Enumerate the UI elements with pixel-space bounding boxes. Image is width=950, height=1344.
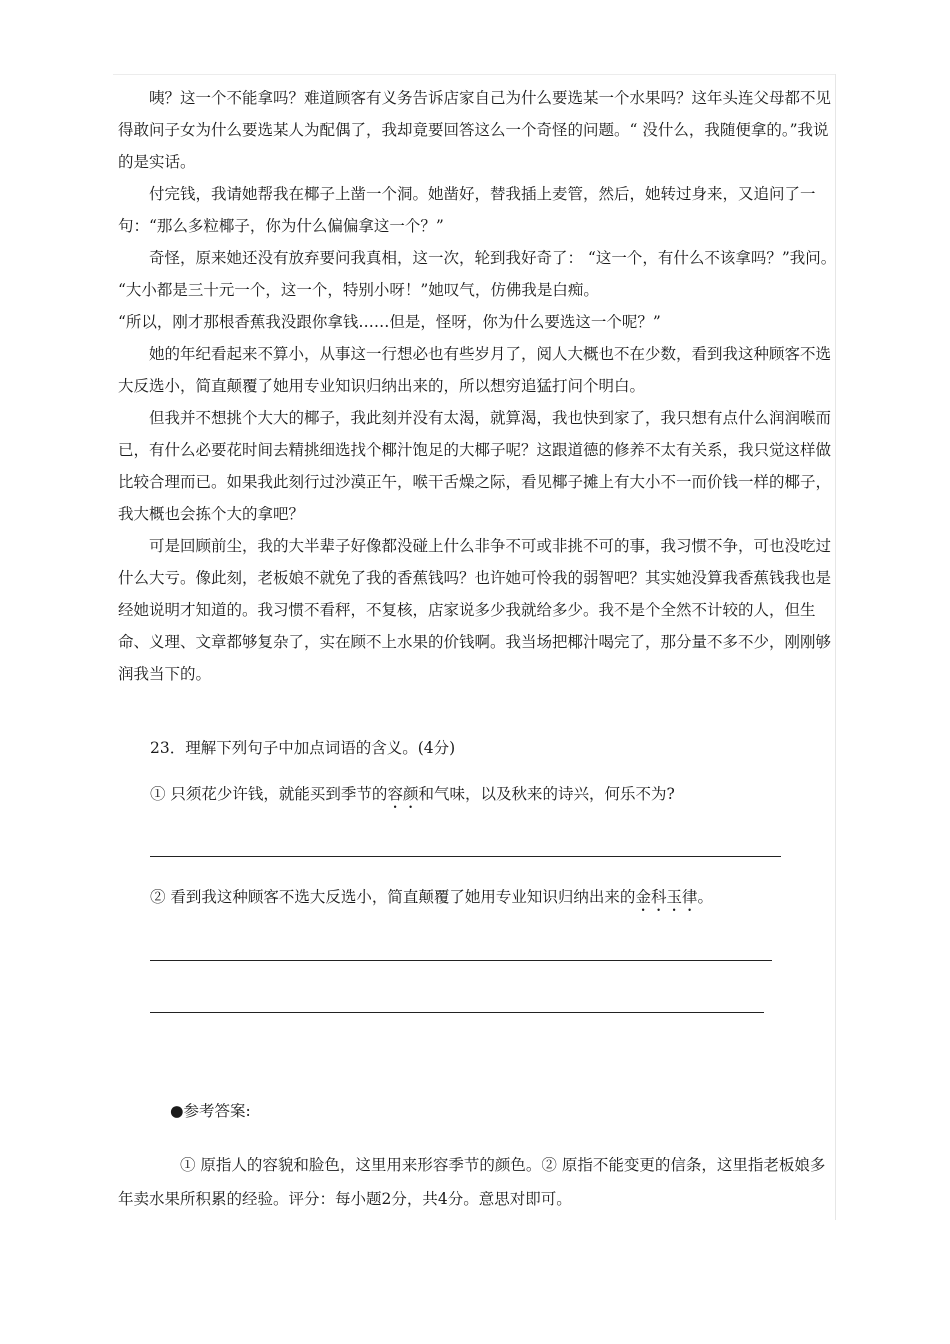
question-23-title: 23．理解下列句子中加点词语的含义。(4分) [150, 739, 456, 757]
top-border-line [113, 74, 835, 75]
reference-answer-title: ●参考答案: [170, 1102, 251, 1120]
answer-blank-line-1[interactable] [150, 856, 781, 857]
item-1-text-after: 和气味，以及秋来的诗兴，何乐不为? [418, 785, 675, 803]
item-2-text-before: ② 看到我这种顾客不选大反选小，简直颠覆了她用专业知识归纳出来的 [150, 888, 636, 906]
passage-paragraph-2: 付完钱，我请她帮我在椰子上凿一个洞。她凿好，替我插上麦管，然后，她转过身来，又追问了一句：“那么多粒椰子，你为什么偏偏拿这一个？” [118, 185, 816, 235]
passage-paragraph-6: 但我并不想挑个大大的椰子，我此刻并没有太渴，就算渴，我也快到家了，我只想有点什么润润喉而已，有什么必要花时间去精挑细选找个椰汁饱足的大椰子呢？这跟道德的修养不太有关系，我只觉这样做比较合理而已。如果我此刻行过沙漠正午，喉干舌燥之际，看见椰子摊上有大小不一而价钱一样的椰子，我大概也会拣个大的拿吧？ [118, 409, 832, 523]
reading-passage [118, 82, 842, 690]
answer-blank-line-3[interactable] [150, 1012, 764, 1013]
passage-paragraph-1: 咦？这一个不能拿吗？难道顾客有义务告诉店家自己为什么要选某一个水果吗？这年头连父母都不见得敢问子女为什么要选某人为配偶了，我却竟要回答这么一个奇怪的问题。“ 没什么，我随便拿的。”我说的是实话。 [118, 89, 832, 171]
passage-paragraph-4: “所以，刚才那根香蕉我没跟你拿钱……但是，怪呀，你为什么要选这一个呢？” [118, 313, 661, 331]
passage-paragraph-5: 她的年纪看起来不算小，从事这一行想必也有些岁月了，阅人大概也不在少数，看到我这种顾客不选大反选小，简直颠覆了她用专业知识归纳出来的，所以想穷追猛打问个明白。 [118, 345, 832, 395]
item-1-text-before: ① 只须花少许钱，就能买到季节的 [150, 785, 388, 803]
question-item-1 [150, 781, 675, 812]
item-2-text-after: 。 [697, 888, 713, 906]
passage-paragraph-7: 可是回顾前尘，我的大半辈子好像都没碰上什么非争不可或非挑不可的事，我习惯不争，可也没吃过什么大亏。像此刻，老板娘不就免了我的香蕉钱吗？也许她可怜我的弱智吧？其实她没算我香蕉钱我也是经她说明才知道的。我习惯不看秤，不复核，店家说多少我就给多少。我不是个全然不计较的人，但生命、义理、文章都够复杂了，实在顾不上水果的价钱啊。我当场把椰汁喝完了，那分量不多不少，刚刚够润我当下的。 [118, 537, 832, 683]
reference-answer-body: ① 原指人的容貌和脸色，这里用来形容季节的颜色。② 原指不能变更的信条，这里指老板娘多年卖水果所积累的经验。评分：每小题2分，共4分。意思对即可。 [118, 1156, 826, 1208]
item-2-dotted-term: 金科玉律 [635, 888, 698, 906]
question-item-2 [150, 884, 713, 915]
answer-blank-line-2[interactable] [150, 960, 772, 961]
item-1-dotted-term: 容颜 [387, 785, 419, 803]
passage-paragraph-3: 奇怪，原来她还没有放弃要问我真相，这一次，轮到我好奇了： “这一个，有什么不该拿吗？”我问。 “大小都是三十元一个，这一个，特别小呀！”她叹气，仿佛我是白痴。 [118, 249, 837, 299]
